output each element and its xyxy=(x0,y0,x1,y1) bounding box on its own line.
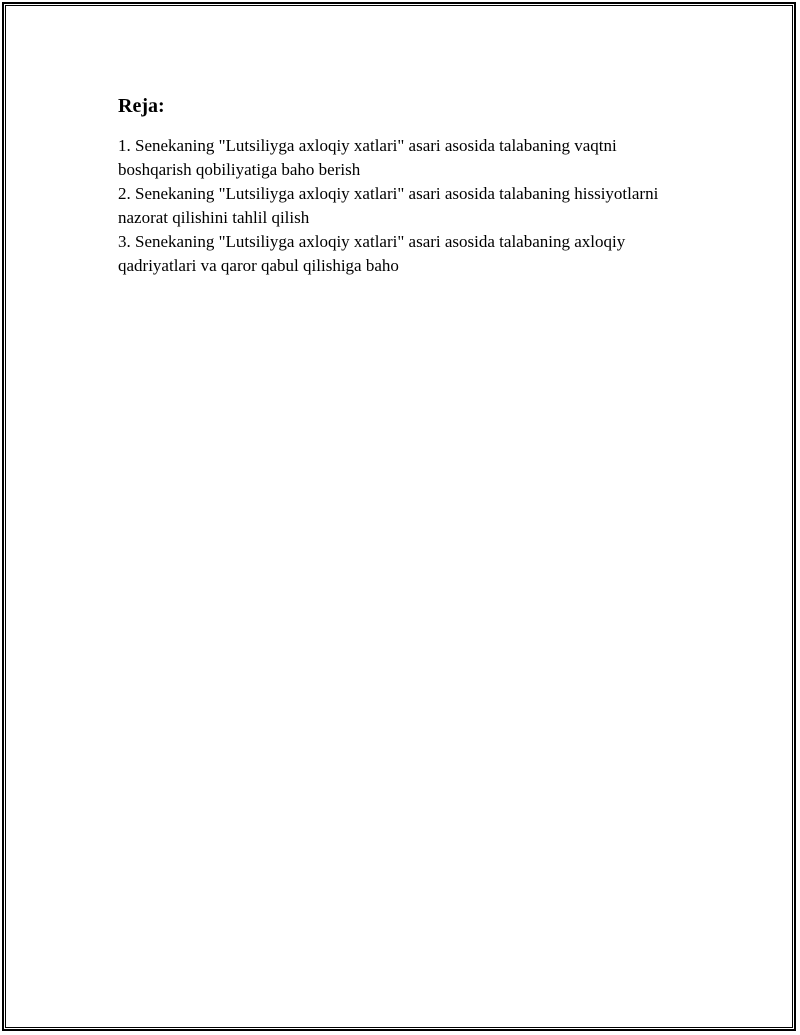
plan-item-3: 3. Senekaning "Lutsiliyga axloqiy xatlari" asari asosida talabaning axloqiy qadriyatlari va qaror qabul qilishiga baho xyxy=(118,232,626,275)
document-body xyxy=(118,92,688,278)
plan-heading: Reja: xyxy=(118,95,165,117)
plan-item-1: 1. Senekaning "Lutsiliyga axloqiy xatlari" asari asosida talabaning vaqtni boshqarish qobiliyatiga baho berish xyxy=(118,136,617,179)
plan-list xyxy=(118,134,688,278)
plan-item-2: 2. Senekaning "Lutsiliyga axloqiy xatlari" asari asosida talabaning hissiyotlarni nazorat qilishini tahlil qilish xyxy=(118,184,659,227)
